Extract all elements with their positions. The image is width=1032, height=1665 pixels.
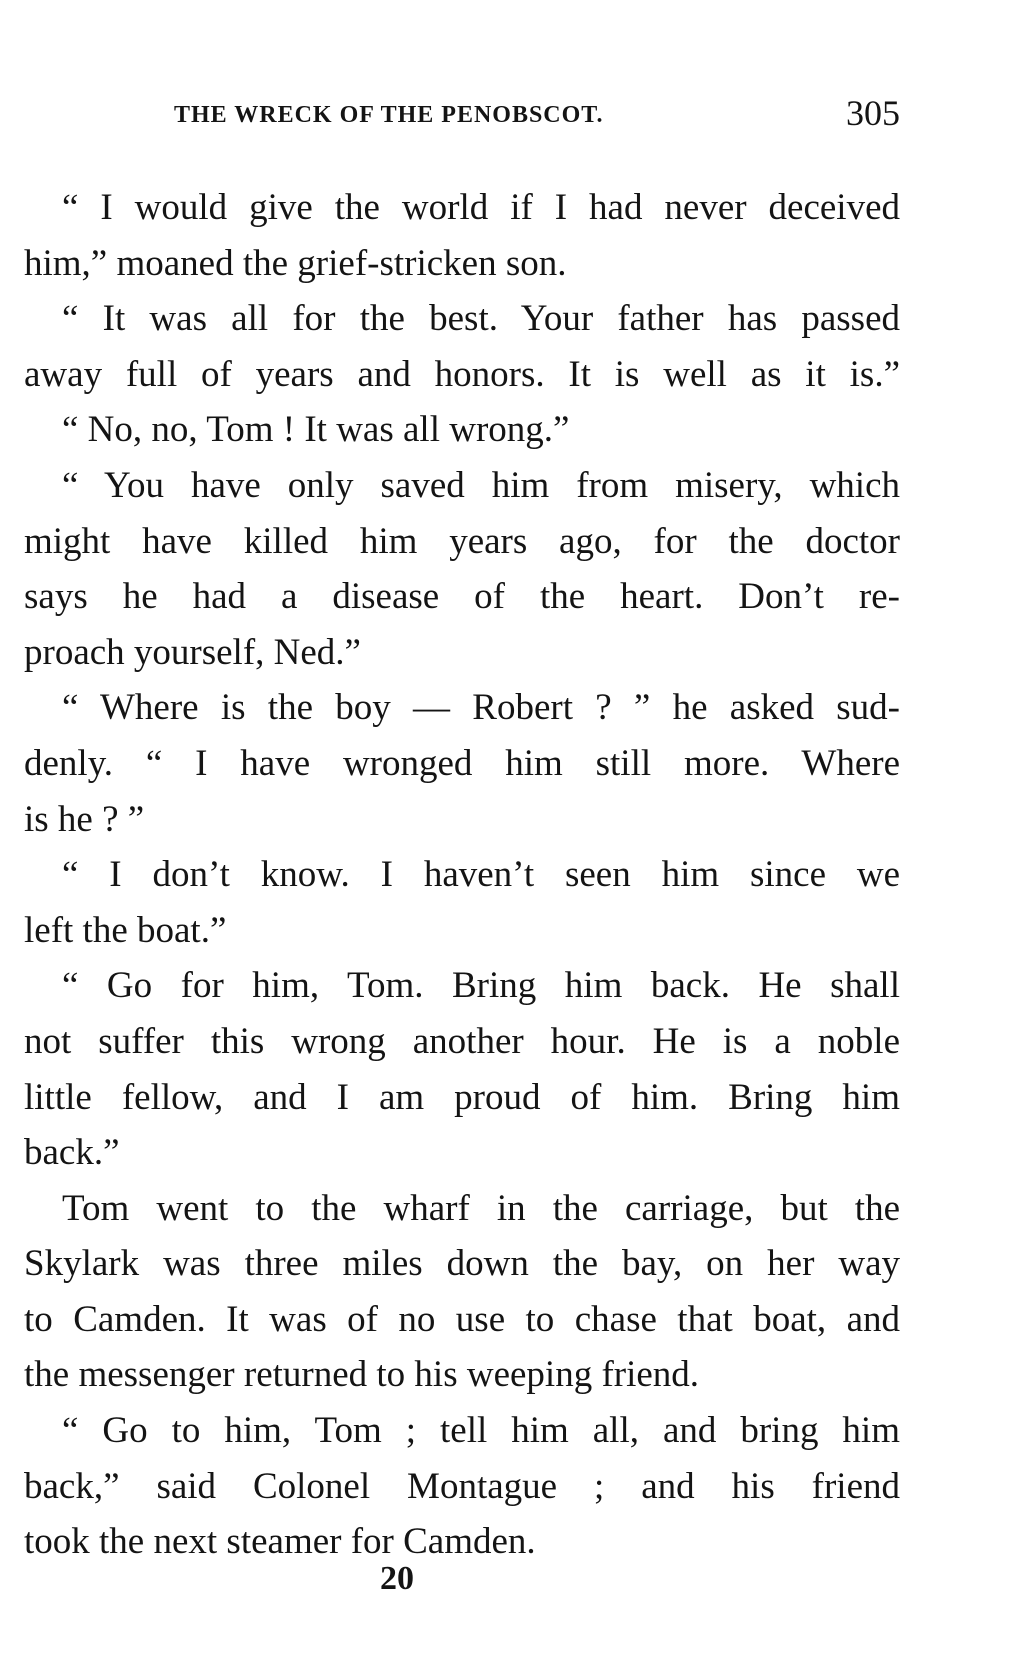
page-number: 305 bbox=[846, 93, 900, 133]
text-line: not suffer this wrong another hour. He is a noble bbox=[24, 1020, 900, 1062]
text-line: back.” bbox=[24, 1132, 120, 1174]
text-line: “ I would give the world if I had never deceived bbox=[62, 187, 900, 228]
text-line: “ I don’t know. I haven’t seen him since we bbox=[62, 854, 900, 896]
text-line: left the boat.” bbox=[24, 909, 227, 951]
text-line: denly. “ I have wronged him still more. Where bbox=[24, 742, 900, 784]
text-line: him,” moaned the grief-stricken son. bbox=[24, 242, 567, 284]
text-line: “ No, no, Tom ! It was all wrong.” bbox=[62, 409, 570, 451]
text-line: Tom went to the wharf in the carriage, but the bbox=[62, 1187, 900, 1229]
text-line: “ Go to him, Tom ; tell him all, and bring him bbox=[62, 1410, 900, 1452]
text-line: “ Where is the boy — Robert ? ” he asked sud- bbox=[62, 687, 900, 729]
text-line: the messenger returned to his weeping friend. bbox=[24, 1354, 700, 1396]
running-title: THE WRECK OF THE PENOBSCOT. bbox=[174, 102, 604, 128]
signature-mark: 20 bbox=[380, 1560, 414, 1597]
text-line: is he ? ” bbox=[24, 798, 145, 840]
text-line: to Camden. It was of no use to chase that boat, and bbox=[24, 1298, 900, 1340]
text-line: little fellow, and I am proud of him. Bring him bbox=[24, 1076, 900, 1118]
text-line: “ It was all for the best. Your father has passed bbox=[62, 298, 900, 340]
text-line: might have killed him years ago, for the doctor bbox=[24, 520, 900, 562]
text-line: took the next steamer for Camden. bbox=[24, 1521, 536, 1563]
text-line: “ You have only saved him from misery, which bbox=[62, 464, 900, 506]
running-head bbox=[24, 92, 900, 132]
body-text bbox=[24, 180, 900, 1570]
text-line: away full of years and honors. It is well as it is.” bbox=[24, 353, 900, 395]
text-line: Skylark was three miles down the bay, on her way bbox=[24, 1243, 900, 1285]
text-line: proach yourself, Ned.” bbox=[24, 631, 361, 673]
text-line: says he had a disease of the heart. Don’t re- bbox=[24, 576, 900, 618]
text-line: “ Go for him, Tom. Bring him back. He shall bbox=[62, 965, 900, 1007]
text-line: back,” said Colonel Montague ; and his friend bbox=[24, 1465, 900, 1507]
